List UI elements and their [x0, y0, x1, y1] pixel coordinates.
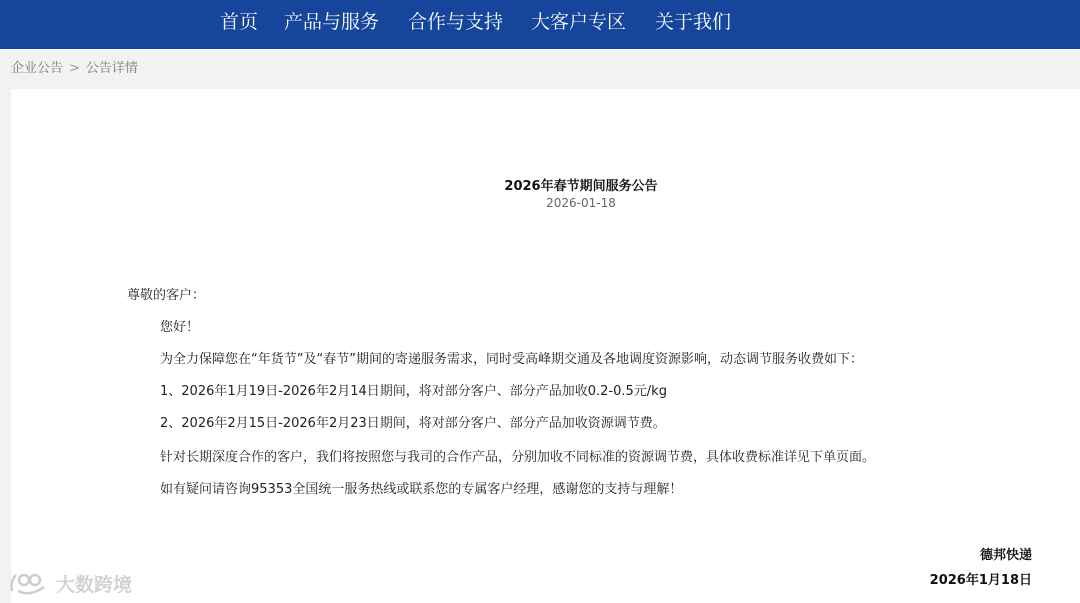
paragraph-contact: 如有疑问请咨询95353全国统一服务热线或联系您的专属客户经理，感谢您的支持与理解！: [160, 482, 683, 497]
signature-company: 德邦快递: [979, 548, 1032, 563]
announcement-date: 2026-01-18: [546, 196, 616, 210]
nav-item-home[interactable]: 首页: [220, 11, 259, 33]
paragraph-long-term-clients: 针对长期深度合作的客户，我们将按照您与我司的合作产品，分别加收不同标准的资源调节费，具体收费标准详见下单页面。: [160, 450, 876, 465]
nav-item-about-us[interactable]: 关于我们: [655, 11, 732, 33]
watermark-text: 大数跨境: [56, 573, 133, 596]
paragraph-item-2: 2、2026年2月15日-2026年2月23日期间，将对部分客户、部分产品加收资源调节费。: [160, 416, 666, 431]
nav-item-cooperation-support[interactable]: 合作与支持: [408, 11, 504, 33]
announcement-card: [11, 89, 1080, 603]
breadcrumb-item-announcements[interactable]: 企业公告: [11, 61, 64, 76]
salutation: 尊敬的客户：: [127, 288, 206, 303]
nav-item-products-services[interactable]: 产品与服务: [284, 11, 380, 33]
paragraph-intro: 为全力保障您在“年货节”及“春节”期间的寄递服务需求，同时受高峰期交通及各地调度资源影响，动态调节服务收费如下：: [160, 352, 863, 367]
watermark: [8, 570, 132, 596]
announcement-title: 2026年春节期间服务公告: [504, 179, 658, 194]
greeting: 您好！: [160, 320, 200, 335]
breadcrumb-separator-icon: >: [69, 61, 80, 76]
breadcrumb: [11, 60, 138, 78]
signature-date: 2026年1月18日: [929, 573, 1032, 588]
nav-item-key-accounts[interactable]: 大客户专区: [531, 11, 627, 33]
breadcrumb-item-announcement-detail: 公告详情: [85, 61, 138, 76]
paragraph-item-1: 1、2026年1月19日-2026年2月14日期间，将对部分客户、部分产品加收0.2-0.5元/kg: [160, 384, 667, 399]
top-navigation-bar: [0, 0, 1080, 49]
watermark-logo-icon: [8, 571, 50, 595]
